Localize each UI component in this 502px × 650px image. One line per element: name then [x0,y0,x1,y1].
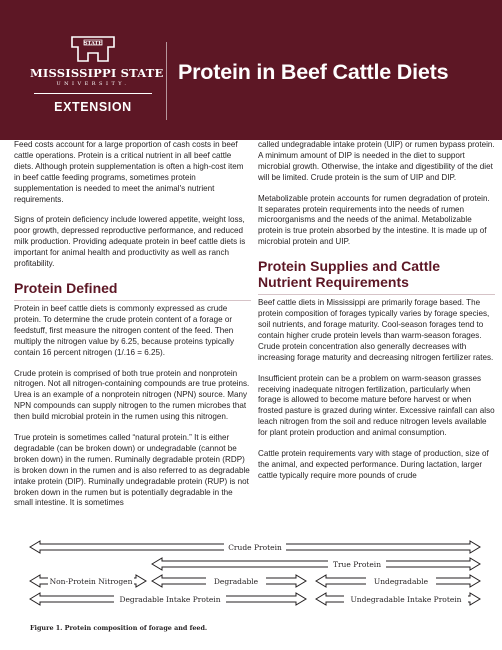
paragraph: called undegradable intake protein (UIP) or rumen bypass protein. A minimum amount of DIP is needed in the diet to support microbial growth. Otherwise, the intake and digestibility of the diet will be limited. Crude protein is the sum of UIP and DIP. [258,140,495,182]
msu-extension-logo [30,34,164,126]
label-non-protein-nitrogen: Non-Protein Nitrogen [49,577,133,586]
label-degradable-intake-protein: Degradable Intake Protein [119,595,221,604]
label-true-protein: True Protein [332,560,382,569]
paragraph: Protein in beef cattle diets is commonly expressed as crude protein. To determine the crude protein content of a forage or feedstuff, first measure the nitrogen content of the feed. Then multiply the nitrogen value by 6.25, because proteins typically contain 16 percent nitrogen (1/.16 = 6.25). [14,303,235,357]
protein-composition-diagram [26,533,484,633]
paragraph: Crude protein is comprised of both true protein and nonprotein nitrogen. Not all nitrogen-containing compounds are true proteins. Urea is an example of a nonprotein nitrogen (NPN) source. Many NPN compounds can supply nitrogen to the rumen microbes that then build microbial protein in the rumen using this nitrogen. [14,368,250,422]
logo-divider [34,93,152,94]
section-heading-protein-defined: Protein Defined [14,280,251,301]
figure-caption: Figure 1. Protein composition of forage and feed. [30,624,208,632]
paragraph: Signs of protein deficiency include lowered appetite, weight loss, poor growth, depressed reproductive performance, and reduced milk production. Providing adequate protein in beef cattle diets is important for animal health and productivity as well as ranch profitability. [14,215,246,269]
logo-university-sub: UNIVERSITY. [56,81,130,87]
label-crude-protein: Crude Protein [228,543,282,552]
true-protein-arrow [152,558,480,570]
label-undegradable: Undegradable [373,577,429,586]
header-divider [166,42,167,120]
right-column [258,140,495,492]
paragraph: Beef cattle diets in Mississippi are primarily forage based. The protein composition of forages typically varies by forage species, soil nutrients, and forage maturity. Cool-season forages tend to contain higher crude protein levels than warm-season forages. Crude protein concentration also generally decreases with increasing forage maturity and decreasing nitrogen fertilizer rates. [258,298,494,362]
page-title: Protein in Beef Cattle Diets [178,60,449,84]
paragraph: Metabolizable protein accounts for rumen degradation of protein. It separates protein requirements into the needs of rumen microorganisms and the needs of the animal. Metabolizable protein is true protein absorbed by the intestine. It is made up of microbial protein and UIP. [258,193,490,247]
paragraph: True protein is sometimes called “natural protein.” It is either degradable (can be broken down) or undegradable (cannot be broken down) in the rumen. Ruminally degradable protein (RDP) is broken down in the rumen and is also referred to as degradable intake protein (DIP). Ruminally undegradable protein (RUP) is not broken down in the rumen but is potentially degradable in the small intestine. It is sometimes [14,433,250,508]
left-column [14,140,251,519]
header-banner [0,0,502,140]
state-shield-icon [68,34,118,64]
paragraph: Insufficient protein can be a problem on warm-season grasses receiving inadequate nitrogen fertilization, particularly when forage is allowed to become mature before harvest or when frosted pasture is grazed during winter. Excessive rainfall can also leach nitrogen from the soil and reduce nitrogen levels available for plant protein production and animal consumption. [258,373,495,438]
section-heading-protein-supplies: Protein Supplies and Cattle Nutrient Requirements [258,258,495,295]
logo-university-name: MISSISSIPPI STATE [30,66,164,80]
logo-state-text: STATE [83,40,103,47]
paragraph: Cattle protein requirements vary with stage of production, size of the animal, and expected performance. During lactation, larger cattle typically require more pounds of crude [258,449,489,480]
label-degradable: Degradable [213,577,259,586]
paragraph: Feed costs account for a large proportion of cash costs in beef cattle operations. Protein is a critical nutrient in all beef cattle diets. Although protein supplementation is often a high-cost item in beef cattle feeding programs, sometimes protein supplementation is needed to meet the animal's nutrient requirements. [14,140,244,204]
label-undegradable-intake-protein: Undegradable Intake Protein [350,595,462,604]
logo-extension: EXTENSION [54,100,132,114]
